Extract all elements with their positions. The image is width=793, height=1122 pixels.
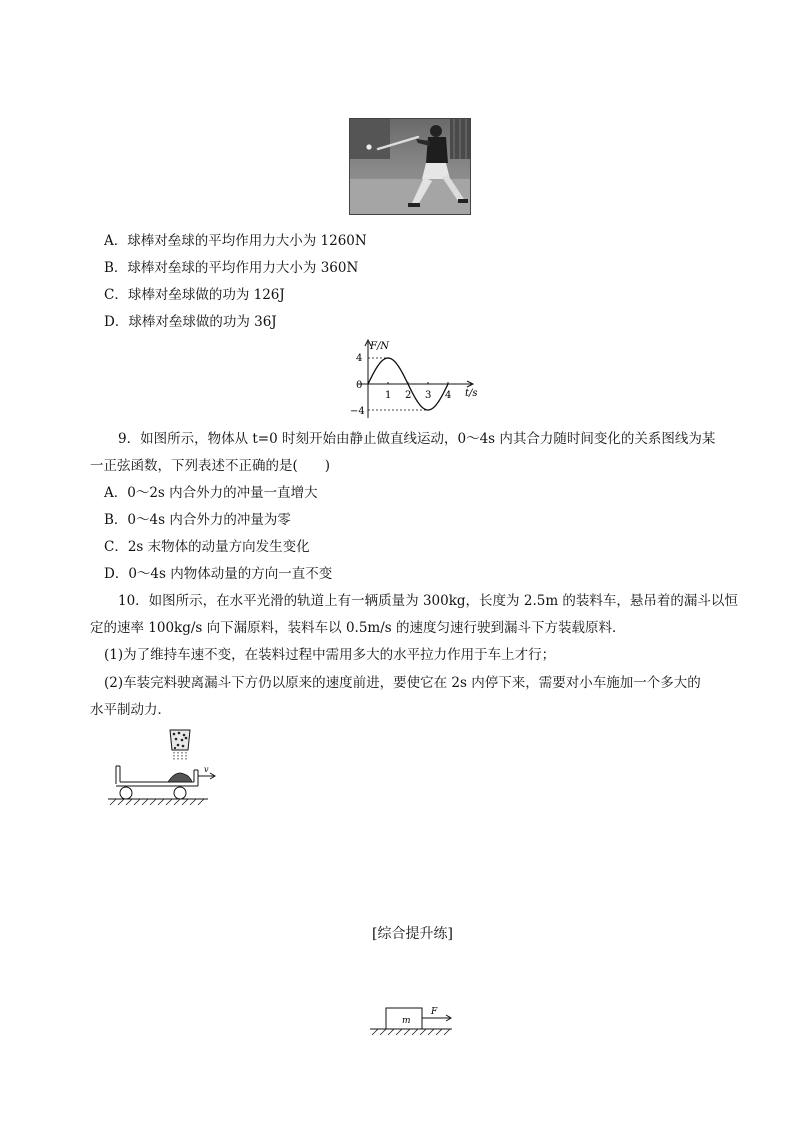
q10-part-1: (1)为了维持车速不变，在装料过程中需用多大的水平拉力作用于车上才行； bbox=[104, 647, 556, 663]
q9-option-d: D．0～4s 内物体动量的方向一直不变 bbox=[104, 566, 333, 582]
section-heading: [综合提升练] bbox=[372, 926, 453, 942]
graph-x-axis-label: t/s bbox=[465, 388, 478, 399]
graph-y-axis-label: F/N bbox=[370, 341, 390, 352]
q8-option-b: B．球棒对垒球的平均作用力大小为 360N bbox=[104, 260, 359, 276]
graph-x-tick-label-1: 1 bbox=[385, 390, 392, 401]
ground-hatching bbox=[110, 799, 204, 805]
q10-part-2-line-1: (2)车装完料驶离漏斗下方仍以原来的速度前进，要使它在 2s 内停下来，需要对小车施加一个多大的 bbox=[104, 675, 701, 691]
block-force-figure bbox=[368, 1004, 458, 1036]
q9-option-b: B．0～4s 内合外力的冲量为零 bbox=[104, 512, 291, 528]
graph-x-tick-label-2: 2 bbox=[405, 390, 412, 401]
graph-y-tick-4: 4 bbox=[356, 353, 363, 364]
baseball-batter-photo bbox=[349, 118, 471, 215]
force-time-graph bbox=[344, 336, 480, 420]
ground-hatching bbox=[372, 1029, 450, 1035]
q9-option-a: A．0～2s 内合外力的冲量一直增大 bbox=[104, 485, 318, 501]
q9-stem-line-2: 一正弦函数，下列表述不正确的是( ) bbox=[90, 458, 331, 474]
q10-part-2-line-2: 水平制动力． bbox=[90, 702, 171, 718]
force-label: F bbox=[431, 1007, 438, 1017]
graph-x-tick-label-4: 4 bbox=[445, 390, 452, 401]
hopper bbox=[170, 730, 190, 760]
q10-stem-line-1: 10．如图所示，在水平光滑的轨道上有一辆质量为 300kg，长度为 2.5m 的装料车，悬吊着的漏斗以恒 bbox=[118, 593, 738, 609]
velocity-label: v bbox=[204, 765, 209, 774]
cart-hopper-figure bbox=[104, 726, 220, 806]
cart bbox=[116, 766, 198, 799]
block-mass-label: m bbox=[402, 1016, 411, 1026]
q8-option-a: A．球棒对垒球的平均作用力大小为 1260N bbox=[104, 233, 367, 249]
q9-stem-line-1: 9．如图所示，物体从 t=0 时刻开始由静止做直线运动，0～4s 内其合力随时间变化的关系图线为某 bbox=[118, 431, 716, 447]
q8-option-d: D．球棒对垒球做的功为 36J bbox=[104, 314, 277, 330]
graph-y-tick-neg4: −4 bbox=[350, 406, 365, 417]
q9-option-c: C．2s 末物体的动量方向发生变化 bbox=[104, 539, 310, 555]
q8-option-c: C．球棒对垒球做的功为 126J bbox=[104, 287, 285, 303]
q10-stem-line-2: 定的速率 100kg/s 向下漏原料，装料车以 0.5m/s 的速度匀速行驶到漏斗下方装载原料． bbox=[90, 620, 626, 636]
graph-y-tick-0: 0 bbox=[356, 380, 363, 391]
graph-x-tick-label-3: 3 bbox=[425, 390, 432, 401]
